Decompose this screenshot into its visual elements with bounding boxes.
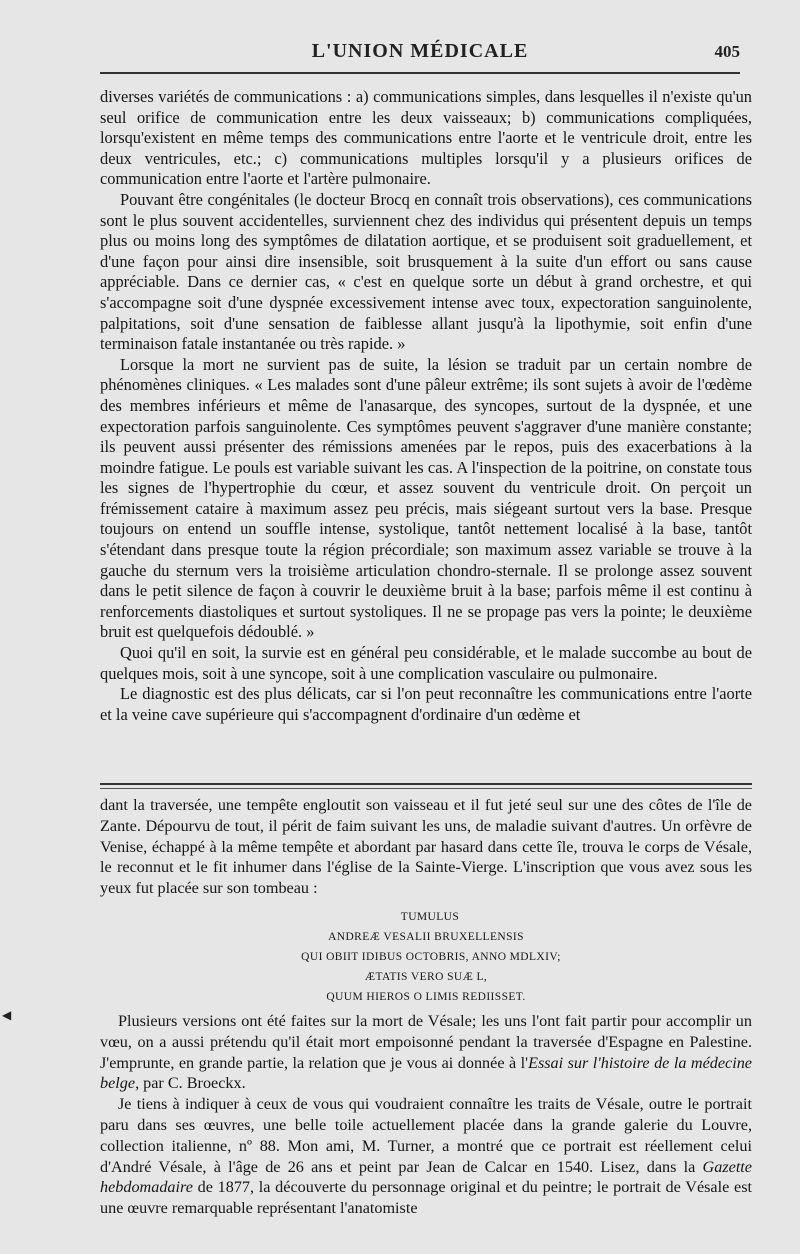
paragraph: Lorsque la mort ne survient pas de suite, la lésion se traduit par un certain nombre de phénomènes cliniques. « Les malades sont d'une pâleur extrême; ils sont sujets à avoir de l'œdème des membres inférieurs et même de l'anasarque, des syncopes, surtout de la dyspnée, et une expectoration parfois sanguinolente. Ces symptômes peuvent s'aggraver d'une manière constante; ils peuvent aussi présenter des rémissions amenées par le repos, puis des exacerbations à la moindre fatigue. Le pouls est variable suivant les cas. A l'inspection de la poitrine, on constate tous les signes de l'hypertrophie du cœur, et assez souvent du ventricule droit. On perçoit un frémissement cataire à maximum assez peu précis, mais siégeant surtout vers la base. Presque toujours on entend un souffle intense, systolique, tantôt nettement localisé à la base, tantôt s'étendant dans presque toute la région précordiale; son maximum assez variable se trouve à la gauche du sternum vers la troisième articulation chondro-sternale. Il se prolonge assez souvent dans le petit silence de façon à couvrir le deuxième bruit à la base; parfois même il est continu à renforcements diastoliques et surtout systoliques. Il ne se propage pas vers la pointe; le deuxième bruit est quelquefois dédoublé. »	[100, 354, 752, 642]
paragraph-text: Je tiens à indiquer à ceux de vous qui voudraient connaître les traits de Vésale, outre le portrait paru dans ses œuvres, une belle toile actuellement placée dans la grande galerie du Louvre, collection italienne, nº 88. Mon ami, M. Turner, a montré que ce portrait est réellement celui d'André Vésale, à l'âge de 26 ans et peint par Jean de Calcar en 1540. Lisez, dans la	[100, 1095, 752, 1176]
paragraph-text: de 1877, la découverte du personnage original et du peintre; le portrait de Vésale est une œuvre remarquable représentant l'anatomiste	[100, 1178, 752, 1218]
paragraph: Le diagnostic est des plus délicats, car si l'on peut reconnaître les communications entre l'aorte et la veine cave supérieure qui s'accompagnent d'ordinaire d'un œdème et	[100, 684, 752, 724]
epitaph-line: TUMULUS	[400, 910, 460, 923]
margin-mark-icon: ◀	[2, 1008, 12, 1022]
paragraph: Quoi qu'il en soit, la survie est en général peu considérable, et le malade succombe au bout de quelques mois, soit à une syncope, soit à une complication vasculaire ou pulmonaire.	[100, 643, 752, 683]
page-number: 405	[714, 42, 740, 61]
epitaph-line: ÆTATIS VERO SUÆ L,	[364, 970, 488, 983]
page-header	[100, 40, 740, 70]
header-rule	[100, 72, 740, 74]
running-title: L'UNION MÉDICALE	[311, 40, 529, 62]
book-title: Essai sur l'histoire de la médecine belge	[100, 1053, 752, 1093]
paragraph	[100, 1011, 752, 1094]
feuilleton-section	[100, 795, 752, 1219]
paragraph: Pouvant être congénitales (le docteur Brocq en connaît trois observations), ces communications sont le plus souvent accidentelles, surviennent chez des individus qui présentent depuis un temps plus ou moins long des symptômes de dilatation aortique, et se produisent soit graduellement, et d'une façon pour ainsi dire insensible, soit brusquement à la suite d'un effort ou sans cause appréciable. Dans ce dernier cas, « c'est en quelque sorte un début à grand orchestre, et qui s'accompagne soit d'une dyspnée excessivement intense avec toux, expectoration sanguinolente, palpitations, soit d'une sensation de faiblesse allant jusqu'à la lipothymie, soit enfin d'une terminaison fatale instantanée ou très rapide. »	[100, 189, 752, 354]
feuilleton-separator-thin	[100, 788, 752, 789]
journal-title: Gazette hebdomadaire	[100, 1157, 752, 1197]
main-article	[100, 87, 752, 725]
epitaph-line: ANDREÆ VESALII BRUXELLENSIS	[328, 930, 524, 943]
epitaph-line: QUUM HIEROS O LIMIS REDIISSET.	[326, 990, 526, 1003]
paragraph-text: , par C. Broeckx.	[135, 1074, 246, 1093]
feuilleton-separator	[100, 783, 752, 785]
paragraph-text: Plusieurs versions ont été faites sur la mort de Vésale; les uns l'ont fait partir pour accomplir un vœu, on a aussi prétendu qu'il était mort empoisonné pendant la traversée d'Espagne en Palestine. J'emprunte, en grande partie, la relation que je vous ai donnée à l'	[100, 1011, 752, 1072]
paragraph: diverses variétés de communications : a) communications simples, dans lesquelles il n'existe qu'un seul orifice de communication entre les deux vaisseaux; b) communications compliquées, lorsqu'existent en même temps des communications entre l'aorte et le ventricule droit, entre les deux ventricules, etc.; c) communications multiples lorsqu'il y a plusieurs orifices de communication entre l'aorte et l'artère pulmonaire.	[100, 87, 752, 189]
paragraph	[100, 1094, 752, 1219]
epitaph-inscription	[100, 907, 752, 1007]
paragraph: dant la traversée, une tempête engloutit son vaisseau et il fut jeté seul sur une des côtes de l'île de Zante. Dépourvu de tout, il périt de faim suivant les uns, de maladie suivant d'autres. Un orfèvre de Venise, échappé à la même tempête et abordant par hasard dans cette île, trouva le corps de Vésale, le reconnut et le fit inhumer dans l'église de la Sainte-Vierge. L'inscription que vous avez sous les yeux fut placée sur son tombeau :	[100, 796, 752, 898]
epitaph-line: QUI OBIIT IDIBUS OCTOBRIS, ANNO MDLXIV;	[301, 950, 561, 963]
